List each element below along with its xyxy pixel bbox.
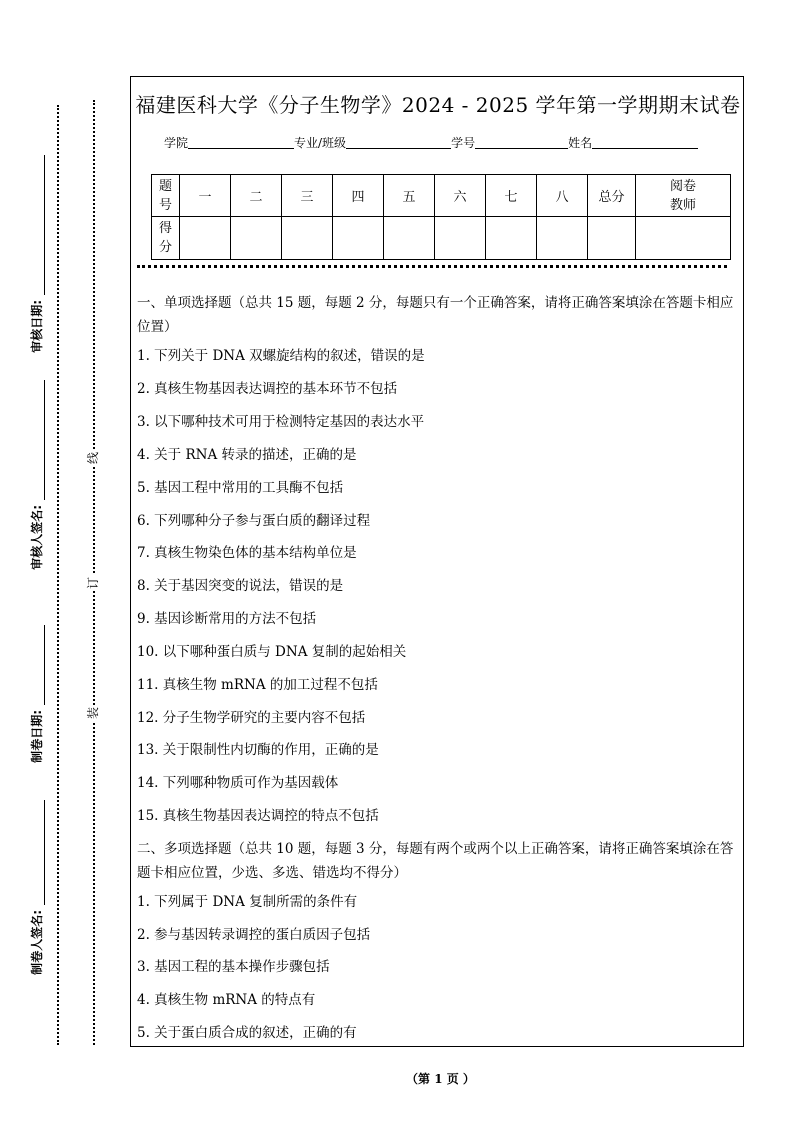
score-cell-grader[interactable] [636,217,731,260]
score-cell[interactable] [537,217,588,260]
question-item: 4. 真核生物 mRNA 的特点有 [137,992,316,1008]
reviewer-date-line [44,155,45,295]
question-item: 8. 关于基因突变的说法，错误的是 [137,578,344,594]
score-cell[interactable] [486,217,537,260]
header-cell: 三 [282,175,333,217]
score-cell[interactable] [180,217,231,260]
student-id-label: 学号 [451,136,476,150]
score-header-row [152,175,731,217]
question-item: 1. 下列属于 DNA 复制所需的条件有 [137,894,358,910]
score-cell[interactable] [384,217,435,260]
header-cell: 二 [231,175,282,217]
header-cell: 一 [180,175,231,217]
binding-dotted-line [93,100,95,1045]
header-cell: 四 [333,175,384,217]
score-cell[interactable] [231,217,282,260]
bind-char: 订 [85,576,100,590]
score-value-row [152,217,731,260]
score-cell[interactable] [282,217,333,260]
question-item: 3. 以下哪种技术可用于检测特定基因的表达水平 [137,414,425,430]
question-item: 7. 真核生物染色体的基本结构单位是 [137,545,357,561]
header-cell: 五 [384,175,435,217]
question-item: 5. 基因工程中常用的工具酶不包括 [137,480,344,496]
major-label: 专业/班级 [294,136,347,150]
question-item: 12. 分子生物学研究的主要内容不包括 [137,710,366,726]
name-field[interactable] [592,136,698,149]
question-item: 9. 基因诊断常用的方法不包括 [137,611,317,627]
college-field[interactable] [188,136,294,149]
line-char: 线 [85,451,100,465]
student-info-row [164,134,698,151]
maker-sign-line [44,800,45,905]
page-number: （第 1 页 ） [406,1072,475,1086]
question-item: 2. 参与基因转录调控的蛋白质因子包括 [137,927,371,943]
score-cell[interactable] [333,217,384,260]
margin-dotted-line [57,105,59,1045]
header-cell-label: 题号 [152,175,180,217]
score-row-label: 得分 [152,217,180,260]
question-item: 3. 基因工程的基本操作步骤包括 [137,959,330,975]
fold-char: 装 [85,706,100,720]
question-item: 4. 关于 RNA 转录的描述，正确的是 [137,447,357,463]
major-field[interactable] [346,136,451,149]
header-cell-total: 总分 [588,175,636,217]
name-label: 姓名 [568,136,593,150]
header-cell: 六 [435,175,486,217]
header-cell: 七 [486,175,537,217]
question-item: 13. 关于限制性内切酶的作用，正确的是 [137,742,379,758]
score-table [151,174,731,260]
section1-heading: 一、单项选择题（总共 15 题，每题 2 分，每题只有一个正确答案，请将正确答案填涂在答题卡相应位置） [137,295,734,335]
exam-frame [130,76,744,1047]
header-cell-grader: 阅卷教师 [636,175,731,217]
maker-date-line [44,625,45,705]
reviewer-sign-line [44,380,45,500]
question-item: 5. 关于蛋白质合成的叙述，正确的有 [137,1025,357,1041]
college-label: 学院 [164,136,189,150]
score-cell[interactable] [435,217,486,260]
question-item: 2. 真核生物基因表达调控的基本环节不包括 [137,381,398,397]
question-item: 10. 以下哪种蛋白质与 DNA 复制的起始相关 [137,644,407,660]
section2-heading: 二、多项选择题（总共 10 题，每题 3 分，每题有两个或两个以上正确答案，请将正确答案填涂在答题卡相应位置，少选、多选、错选均不得分） [137,841,734,881]
question-item: 11. 真核生物 mRNA 的加工过程不包括 [137,677,378,693]
question-item: 14. 下列哪种物质可作为基因载体 [137,775,339,791]
question-item: 1. 下列关于 DNA 双螺旋结构的叙述，错误的是 [137,348,425,364]
student-id-field[interactable] [475,136,568,149]
dotted-separator [137,265,727,268]
score-cell-total[interactable] [588,217,636,260]
exam-title: 福建医科大学《分子生物学》2024 - 2025 学年第一学期期末试卷 [135,93,741,117]
question-item: 15. 真核生物基因表达调控的特点不包括 [137,808,379,824]
header-cell: 八 [537,175,588,217]
question-item: 6. 下列哪种分子参与蛋白质的翻译过程 [137,513,371,529]
